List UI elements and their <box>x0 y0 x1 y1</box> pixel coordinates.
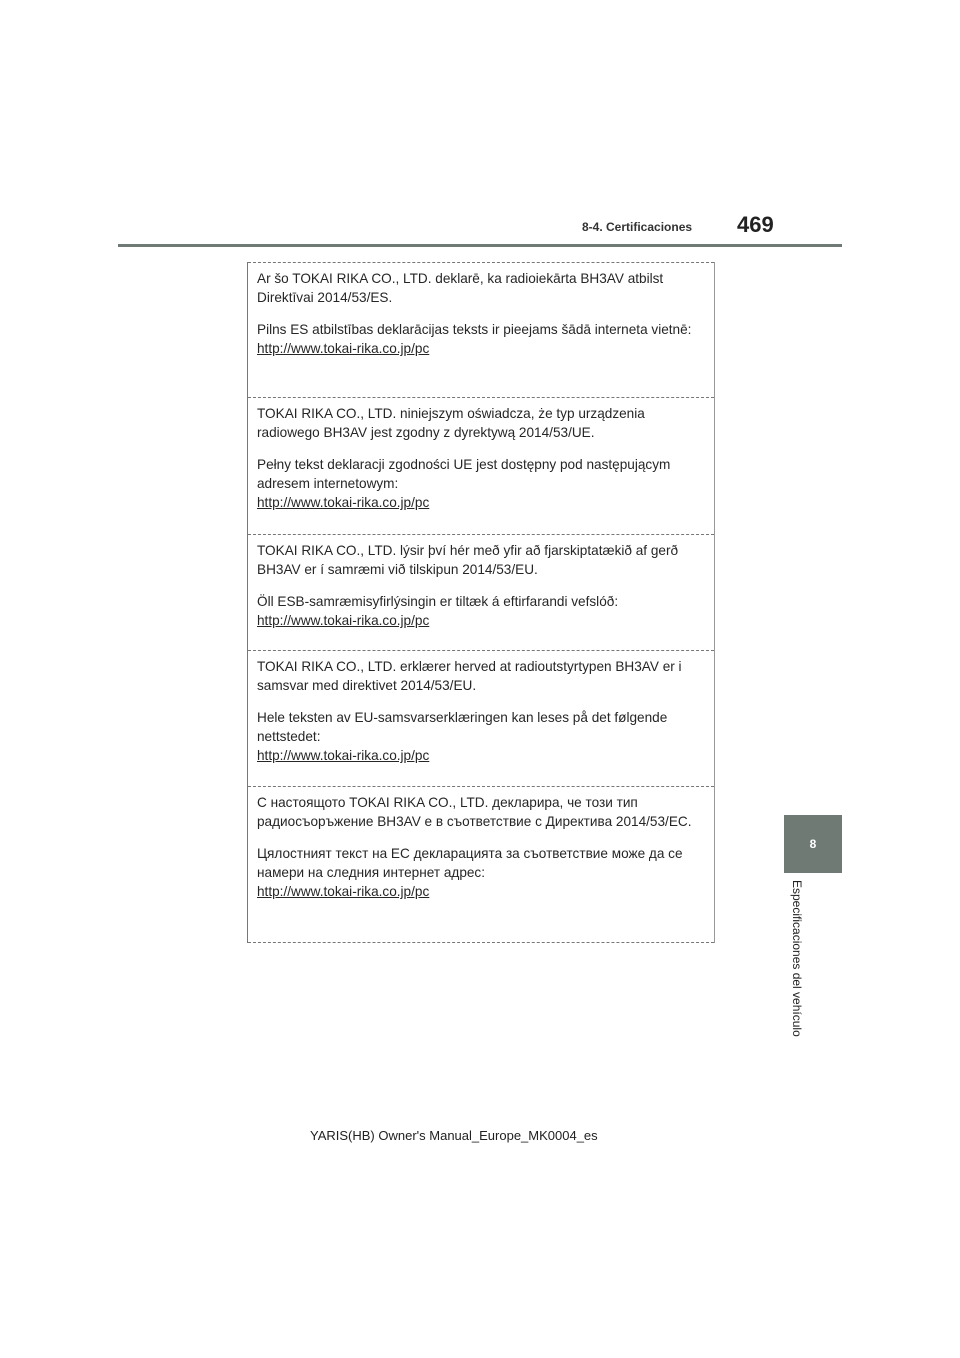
notice-declaration: С настоящото TOKAI RIKA CO., LTD. декларира, че този тип радиосъоръжение BH3AV е в съответствие с Директива 2014/53/ЕС. <box>257 795 692 829</box>
notice-link[interactable]: http://www.tokai-rika.co.jp/pc <box>257 495 430 510</box>
notice-block-icelandic <box>248 534 714 630</box>
chapter-tab <box>784 815 842 873</box>
notice-block-norwegian <box>248 650 714 765</box>
notice-declaration: Ar šo TOKAI RIKA CO., LTD. deklarē, ka radioiekārta BH3AV atbilst Direktīvai 2014/53/ES. <box>257 271 664 305</box>
notice-availability: Цялостният текст на ЕС декларацията за съответствие може да се намери на следния интернет адрес: <box>257 846 683 880</box>
header-rule <box>118 244 842 247</box>
chapter-label: Especificaciones del vehículo <box>790 880 804 1037</box>
notice-declaration: TOKAI RIKA CO., LTD. lýsir því hér með yfir að fjarskiptatækið af gerð BH3AV er í samræmi við tilskipun 2014/53/EU. <box>257 543 679 577</box>
notice-block-polish <box>248 397 714 512</box>
notice-availability: Öll ESB-samræmisyfirlýsingin er tiltæk á eftirfarandi vefslóð: <box>257 594 619 609</box>
certification-notice-box <box>247 262 715 943</box>
page-number: 469 <box>737 212 774 237</box>
notice-link[interactable]: http://www.tokai-rika.co.jp/pc <box>257 884 430 899</box>
notice-declaration: TOKAI RIKA CO., LTD. niniejszym oświadcza, że typ urządzenia radiowego BH3AV jest zgodny z dyrektywą 2014/53/UE. <box>257 406 645 440</box>
notice-availability: Hele teksten av EU-samsvarserklæringen kan leses på det følgende nettstedet: <box>257 710 668 744</box>
notice-declaration: TOKAI RIKA CO., LTD. erklærer herved at radioutstyrtypen BH3AV er i samsvar med direktivet 2014/53/EU. <box>257 659 682 693</box>
notice-block-latvian <box>248 262 714 358</box>
notice-availability: Pełny tekst deklaracji zgodności UE jest dostępny pod następującym adresem internetowym: <box>257 457 671 491</box>
notice-availability: Pilns ES atbilstības deklarācijas teksts ir pieejams šādā interneta vietnē: <box>257 322 692 337</box>
chapter-number: 8 <box>809 837 817 851</box>
section-title: 8-4. Certificaciones <box>582 220 693 234</box>
notice-link[interactable]: http://www.tokai-rika.co.jp/pc <box>257 613 430 628</box>
box-bottom-rule <box>248 942 714 943</box>
notice-block-bulgarian <box>248 786 714 901</box>
notice-link[interactable]: http://www.tokai-rika.co.jp/pc <box>257 748 430 763</box>
notice-link[interactable]: http://www.tokai-rika.co.jp/pc <box>257 341 430 356</box>
manual-footer: YARIS(HB) Owner's Manual_Europe_MK0004_es <box>310 1128 598 1143</box>
